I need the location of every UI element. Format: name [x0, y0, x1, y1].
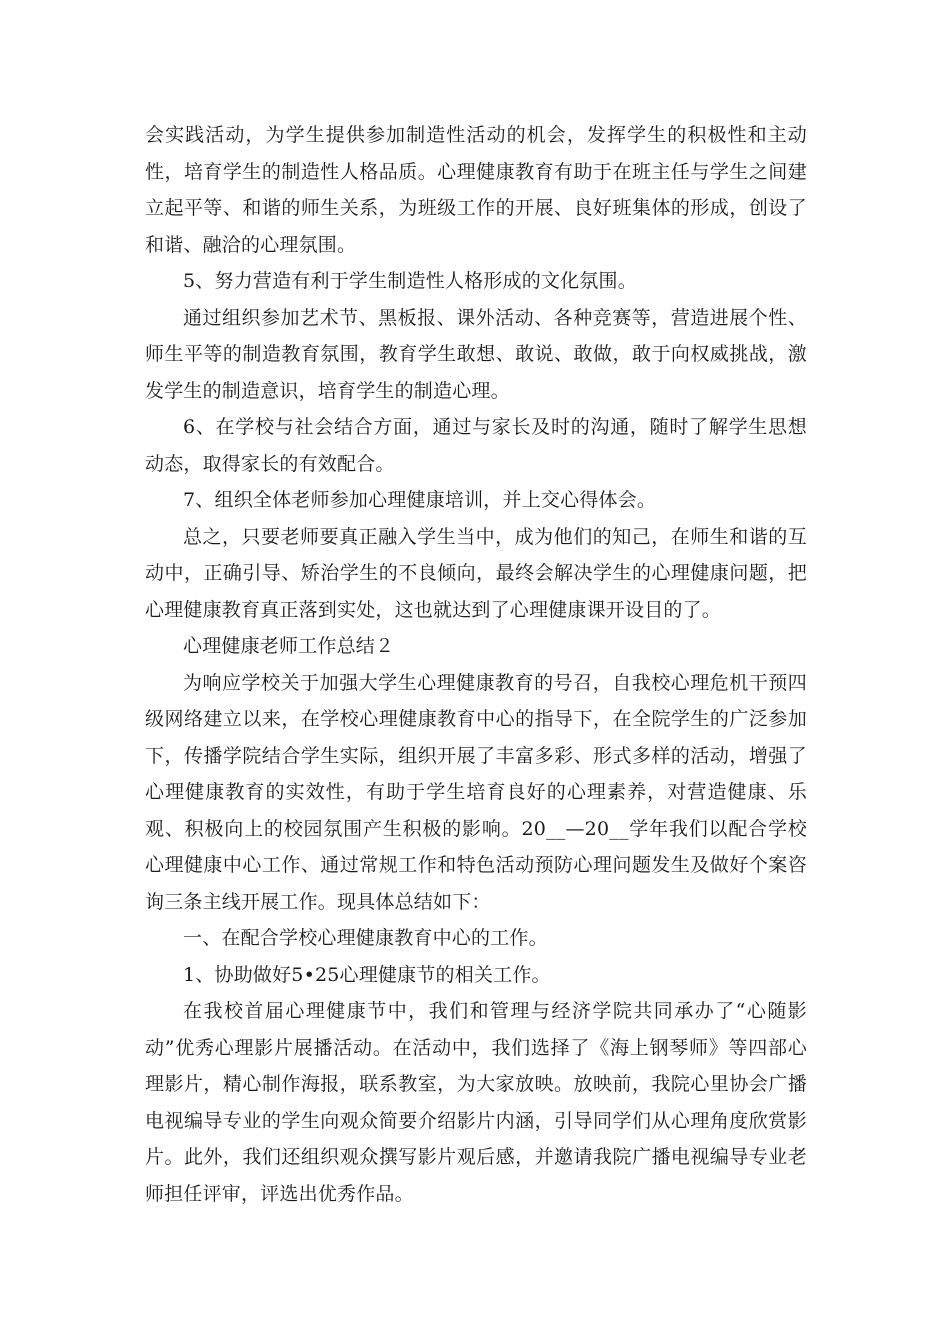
paragraph-intro: 为响应学校关于加强大学生心理健康教育的号召，自我校心理危机干预四级网络建立以来，在学校心理健康教育中心的指导下，在全院学生的广泛参加下，传播学院结合学生实际，组织开展了丰富多彩、形式多样的活动，增强了心理健康教育的实效性，有助于学生培育良好的心理素养，对营造健康、乐观、积极向上的校园氛围产生积极的影响。20__—20__学年我们以配合学校心理健康中心工作、通过常规工作和特色活动预防心理问题发生及做好个案咨询三条主线开展工作。现具体总结如下： — [145, 671, 807, 913]
paragraph-item-5-heading: 5、努力营造有利于学生制造性人格形成的文化氛围。 — [183, 270, 637, 292]
paragraph-item-7: 7、组织全体老师参加心理健康培训，并上交心得体会。 — [183, 489, 657, 511]
item-1-body: 在我校首届心理健康节中，我们和管理与经济学院共同承办了“心随影动”优秀心理影片展播活动。在活动中，我们选择了《海上钢琴师》等四部心理影片，精心制作海报，联系教室，为大家放映。放映前，我院心里协会广播电视编导专业的学生向观众简要介绍影片内涵，引导同学们从心理角度欣赏影片。此外，我们还组织观众撰写影片观后感，并邀请我院广播电视编导专业老师担任评审，评选出优秀作品。 — [145, 1000, 807, 1205]
document-body — [145, 117, 807, 1212]
paragraph-conclusion: 总之，只要老师要真正融入学生当中，成为他们的知己，在师生和谐的互动中，正确引导、矫治学生的不良倾向，最终会解决学生的心理健康问题，把心理健康教育真正落到实处，这也就达到了心理健康课开设目的了。 — [145, 525, 807, 621]
paragraph-item-6: 6、在学校与社会结合方面，通过与家长及时的沟通，随时了解学生思想动态，取得家长的有效配合。 — [145, 416, 807, 475]
paragraph-continuation: 会实践活动，为学生提供参加制造性活动的机会，发挥学生的积极性和主动性，培育学生的制造性人格品质。心理健康教育有助于在班主任与学生之间建立起平等、和谐的师生关系，为班级工作的开展、良好班集体的形成，创设了和谐、融洽的心理氛围。 — [145, 124, 807, 256]
paragraph-item-5-body: 通过组织参加艺术节、黑板报、课外活动、各种竞赛等，营造进展个性、师生平等的制造教育氛围，教育学生敢想、敢说、敢做，敢于向权威挑战，激发学生的制造意识，培育学生的制造心理。 — [145, 306, 807, 402]
section-title: 心理健康老师工作总结２ — [183, 635, 395, 657]
subsection-heading: 一、在配合学校心理健康教育中心的工作。 — [183, 927, 548, 949]
item-1-heading: 1、协助做好5•25心理健康节的相关工作。 — [183, 963, 551, 986]
